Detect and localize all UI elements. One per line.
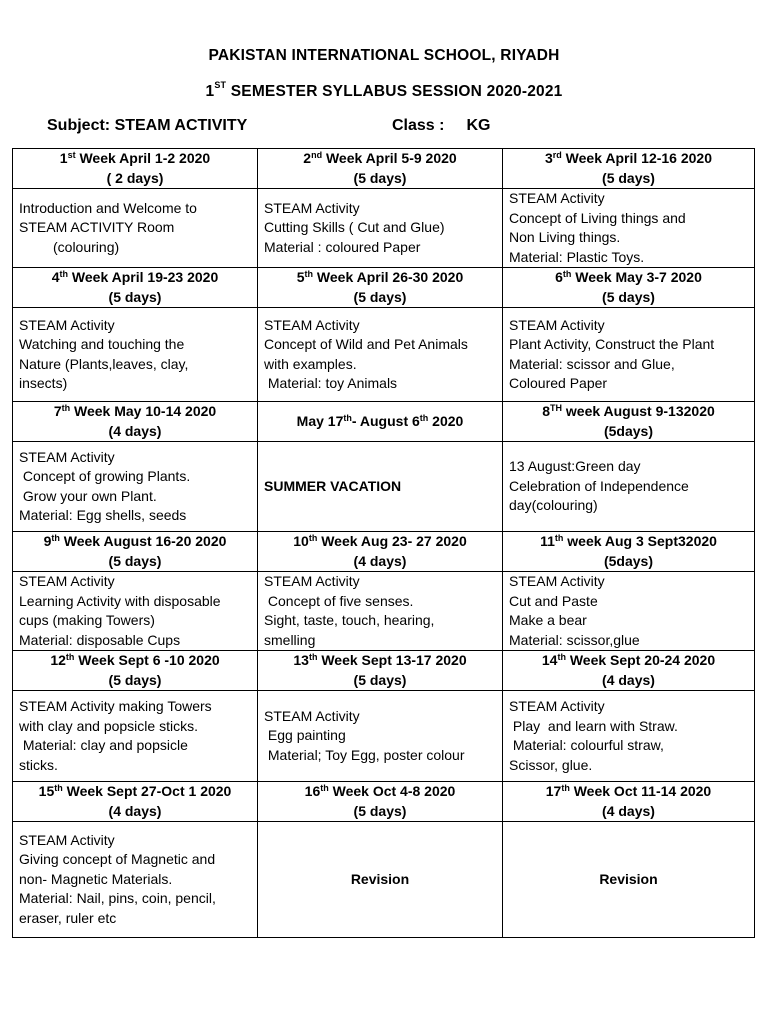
week-header: 2nd Week April 5-9 2020 (5 days): [258, 149, 503, 189]
activity-row: [13, 189, 755, 268]
week-header-row: [13, 532, 755, 572]
activity-row: [13, 822, 755, 938]
semester-title: 1ST SEMESTER SYLLABUS SESSION 2020-2021: [205, 80, 563, 100]
revision-cell: Revision: [503, 822, 755, 938]
activity-cell: STEAM Activity Concept of Living things and Non Living things. Material: Plastic Toys.: [503, 189, 755, 268]
week-header: 9th Week August 16-20 2020 (5 days): [13, 532, 258, 572]
week-header: 16th Week Oct 4-8 2020 (5 days): [258, 782, 503, 822]
activity-row: [13, 572, 755, 651]
week-header: 7th Week May 10-14 2020 (4 days): [13, 402, 258, 442]
subject-label: Subject: STEAM ACTIVITY: [47, 117, 248, 134]
activity-cell: STEAM Activity Egg painting Material; Toy Egg, poster colour: [258, 691, 503, 782]
activity-cell: STEAM Activity Watching and touching the Nature (Plants,leaves, clay, insects): [13, 308, 258, 402]
week-header: 12th Week Sept 6 -10 2020 (5 days): [13, 651, 258, 691]
week-header: 11th week Aug 3 Sept32020 (5days): [503, 532, 755, 572]
activity-cell: STEAM Activity making Towers with clay and popsicle sticks. Material: clay and popsicle sticks.: [13, 691, 258, 782]
class-value: KG: [466, 117, 491, 134]
activity-cell: STEAM Activity Cutting Skills ( Cut and Glue) Material : coloured Paper: [258, 189, 503, 268]
week-header: 1st Week April 1-2 2020 ( 2 days): [13, 149, 258, 189]
week-header: 5th Week April 26-30 2020 (5 days): [258, 268, 503, 308]
activity-cell: STEAM Activity Play and learn with Straw. Material: colourful straw, Scissor, glue.: [503, 691, 755, 782]
activity-cell: STEAM Activity Concept of five senses. Sight, taste, touch, hearing, smelling: [258, 572, 503, 651]
week-header: 17th Week Oct 11-14 2020 (4 days): [503, 782, 755, 822]
activity-cell: STEAM Activity Giving concept of Magnetic and non- Magnetic Materials. Material: Nail, pins, coin, pencil, eraser, ruler etc: [13, 822, 258, 938]
week-header-row: [13, 402, 755, 442]
activity-cell: STEAM Activity Plant Activity, Construct the Plant Material: scissor and Glue, Coloured Paper: [503, 308, 755, 402]
activity-row: [13, 691, 755, 782]
summer-vacation-cell: SUMMER VACATION: [258, 442, 503, 532]
activity-cell: 13 August:Green day Celebration of Independence day(colouring): [503, 442, 755, 532]
week-header-row: [13, 149, 755, 189]
activity-cell: STEAM Activity Learning Activity with disposable cups (making Towers) Material: disposable Cups: [13, 572, 258, 651]
week-header: 4th Week April 19-23 2020 (5 days): [13, 268, 258, 308]
week-header: 8TH week August 9-132020 (5days): [503, 402, 755, 442]
activity-cell: STEAM Activity Cut and Paste Make a bear Material: scissor,glue: [503, 572, 755, 651]
week-header-row: [13, 782, 755, 822]
week-header: 15th Week Sept 27-Oct 1 2020 (4 days): [13, 782, 258, 822]
week-header-row: [13, 651, 755, 691]
week-header-row: [13, 268, 755, 308]
activity-cell: STEAM Activity Concept of Wild and Pet Animals with examples. Material: toy Animals: [258, 308, 503, 402]
vacation-header: May 17th- August 6th 2020: [258, 402, 503, 442]
activity-row: [13, 308, 755, 402]
activity-cell: STEAM Activity Concept of growing Plants. Grow your own Plant. Material: Egg shells, seeds: [13, 442, 258, 532]
activity-cell: Introduction and Welcome to STEAM ACTIVITY Room (colouring): [13, 189, 258, 268]
week-header: 6th Week May 3-7 2020 (5 days): [503, 268, 755, 308]
week-header: 3rd Week April 12-16 2020 (5 days): [503, 149, 755, 189]
week-header: 10th Week Aug 23- 27 2020 (4 days): [258, 532, 503, 572]
week-header: 13th Week Sept 13-17 2020 (5 days): [258, 651, 503, 691]
revision-cell: Revision: [258, 822, 503, 938]
school-title: PAKISTAN INTERNATIONAL SCHOOL, RIYADH: [208, 47, 560, 64]
week-header: 14th Week Sept 20-24 2020 (4 days): [503, 651, 755, 691]
syllabus-table: [12, 148, 755, 938]
class-label: Class : KG: [392, 117, 491, 134]
activity-row: [13, 442, 755, 532]
